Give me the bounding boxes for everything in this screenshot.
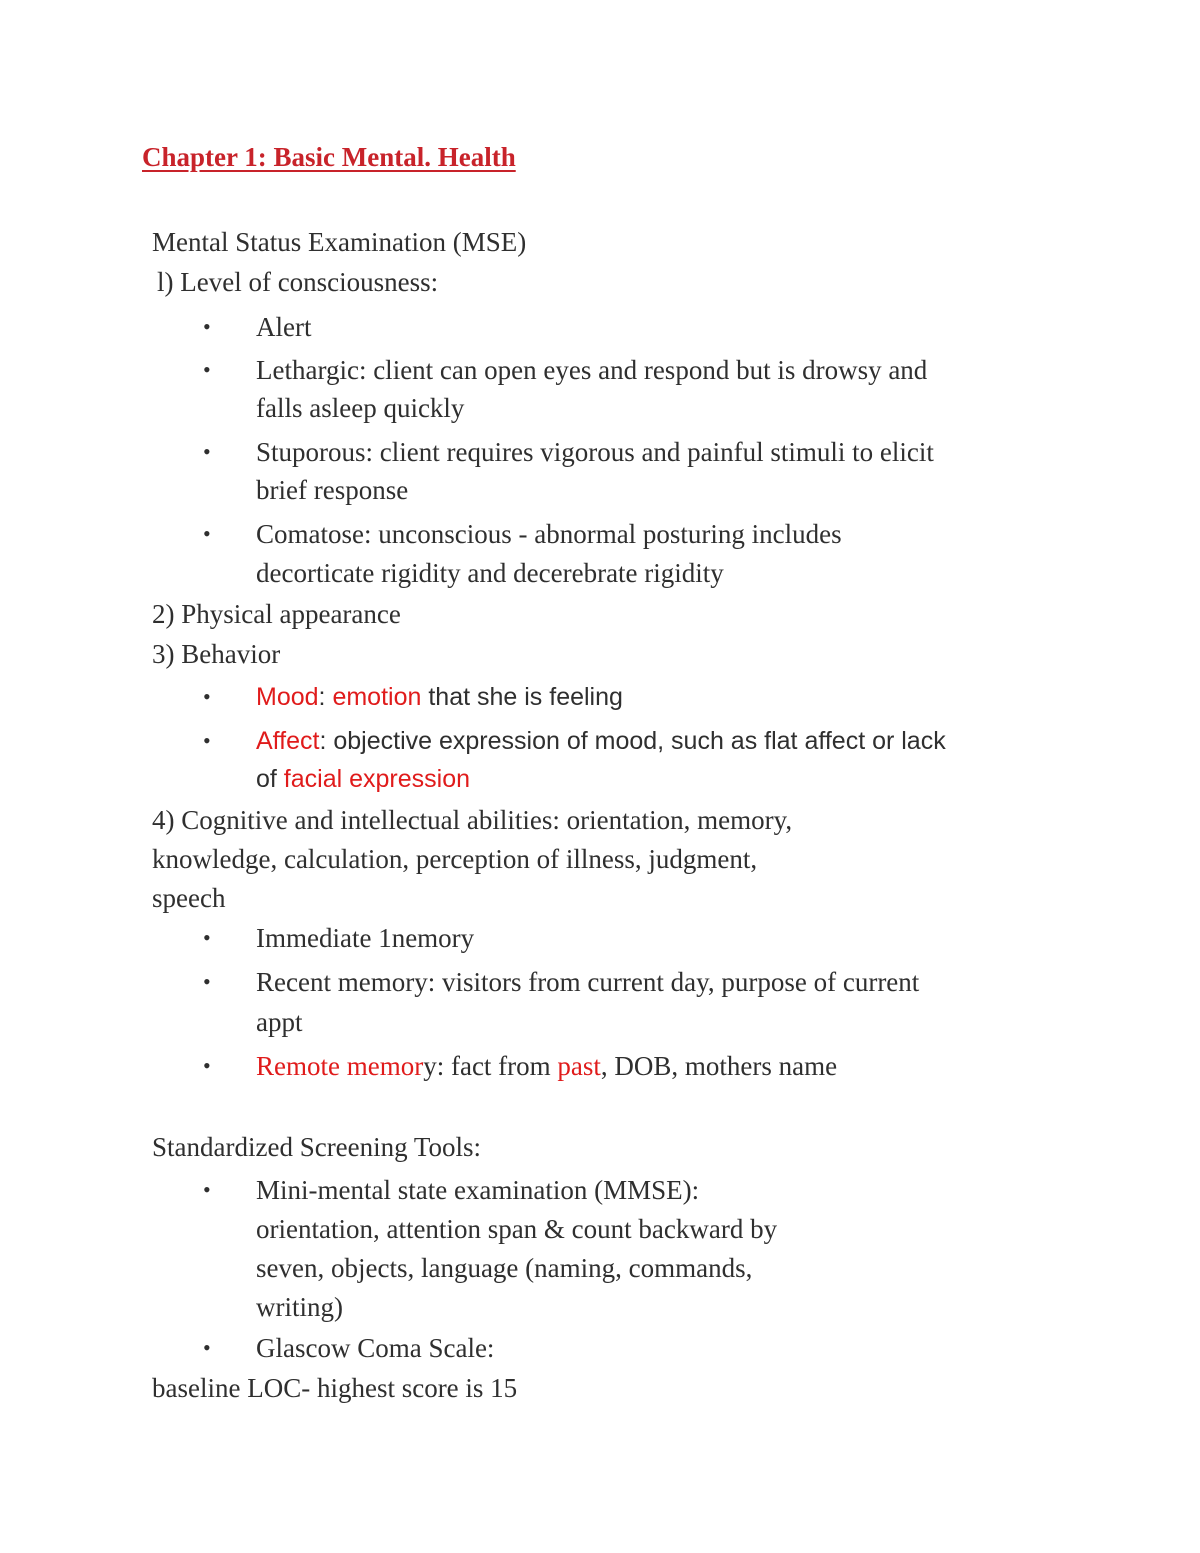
list-item-continuation: falls asleep quickly bbox=[256, 393, 465, 423]
list-item: Immediate 1nemory bbox=[256, 923, 475, 953]
mood-item bbox=[256, 680, 623, 714]
list-item-continuation: seven, objects, language (naming, commands, bbox=[256, 1253, 753, 1283]
affect-line2-highlight: facial expression bbox=[283, 765, 471, 793]
bullet: • bbox=[203, 439, 211, 464]
bullet: • bbox=[203, 1335, 211, 1360]
remote-highlight: past bbox=[557, 1051, 601, 1081]
baseline-text: baseline LOC- highest score is 15 bbox=[152, 1373, 518, 1403]
bullet: • bbox=[203, 684, 211, 709]
mood-sep: : bbox=[318, 683, 333, 711]
section-3-heading: 3) Behavior bbox=[152, 639, 281, 669]
bullet: • bbox=[203, 969, 211, 994]
affect-term: Affect bbox=[256, 727, 320, 755]
section-4-line: speech bbox=[152, 883, 226, 913]
list-item: Alert bbox=[256, 312, 312, 342]
mse-heading: Mental Status Examination (MSE) bbox=[152, 227, 527, 257]
mood-rest: that she is feeling bbox=[421, 683, 623, 711]
bullet: • bbox=[203, 314, 211, 339]
affect-rest: : objective expression of mood, such as flat affect or lack bbox=[319, 727, 946, 755]
mood-term: Mood bbox=[256, 683, 319, 711]
list-item: Glascow Coma Scale: bbox=[256, 1333, 495, 1363]
mood-highlight: emotion bbox=[332, 683, 422, 711]
remote-rest-2: , DOB, mothers name bbox=[600, 1051, 838, 1081]
list-item-continuation: writing) bbox=[256, 1292, 343, 1322]
list-item-continuation: appt bbox=[256, 1007, 303, 1037]
affect-item bbox=[256, 724, 946, 758]
list-item: Comatose: unconscious - abnormal posturing includes bbox=[256, 519, 842, 549]
section-4-line: knowledge, calculation, perception of illness, judgment, bbox=[152, 844, 758, 874]
list-item-continuation: decorticate rigidity and decerebrate rigidity bbox=[256, 558, 724, 588]
section-4-heading: 4) Cognitive and intellectual abilities: orientation, memory, bbox=[152, 805, 793, 835]
affect-line2-prefix: of bbox=[256, 765, 284, 793]
tools-heading: Standardized Screening Tools: bbox=[152, 1132, 482, 1162]
chapter-title: Chapter 1: Basic Mental. Health bbox=[142, 142, 516, 172]
section-2-heading: 2) Physical appearance bbox=[152, 599, 401, 629]
list-item: Stuporous: client requires vigorous and painful stimuli to elicit bbox=[256, 437, 934, 467]
remote-memory-item bbox=[256, 1049, 837, 1083]
remote-term: Remote memor bbox=[256, 1051, 424, 1081]
list-item: Lethargic: client can open eyes and respond but is drowsy and bbox=[256, 355, 928, 385]
list-item: Recent memory: visitors from current day, purpose of current bbox=[256, 967, 920, 997]
remote-rest-1: y: fact from bbox=[423, 1051, 558, 1081]
bullet: • bbox=[203, 1053, 211, 1078]
bullet: • bbox=[203, 728, 211, 753]
list-item-continuation: orientation, attention span & count backward by bbox=[256, 1214, 778, 1244]
list-item: Mini-mental state examination (MMSE): bbox=[256, 1175, 700, 1205]
bullet: • bbox=[203, 357, 211, 382]
affect-continuation bbox=[256, 762, 470, 796]
bullet: • bbox=[203, 521, 211, 546]
list-item-continuation: brief response bbox=[256, 475, 409, 505]
bullet: • bbox=[203, 1177, 211, 1202]
bullet: • bbox=[203, 925, 211, 950]
section-1-heading: l) Level of consciousness: bbox=[157, 267, 439, 297]
